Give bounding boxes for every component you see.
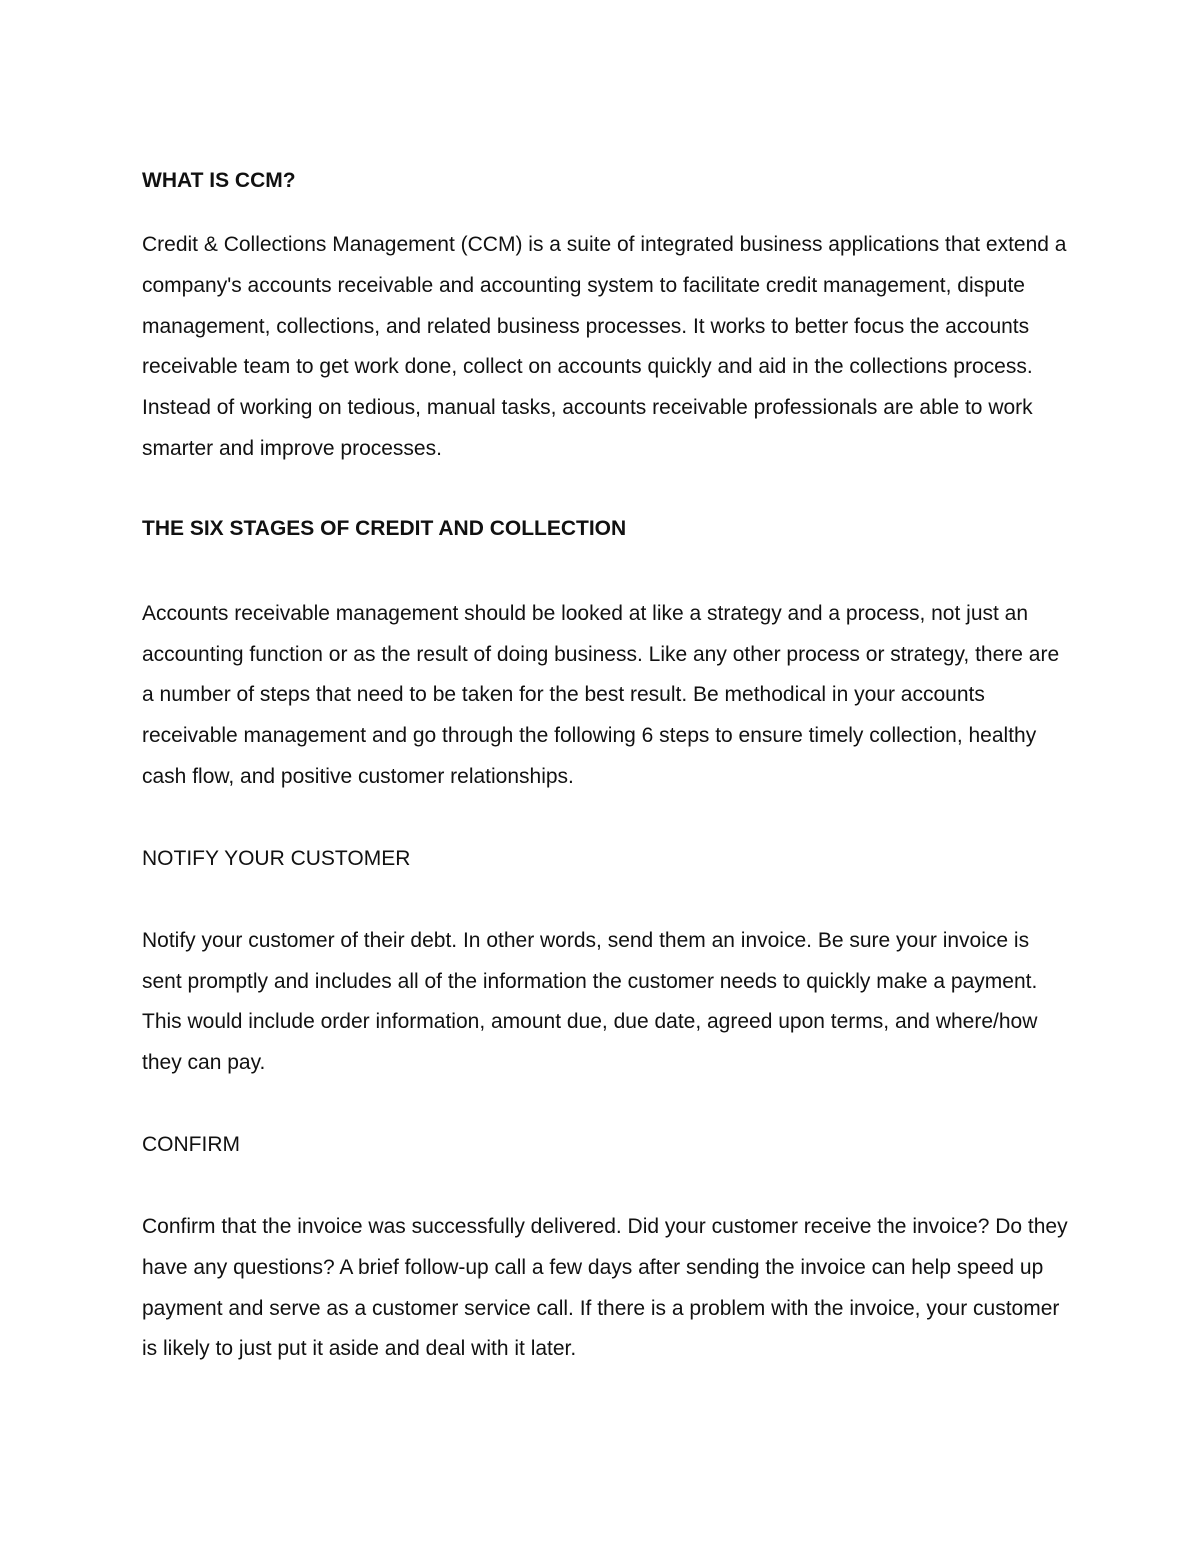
section-heading-confirm: CONFIRM [142, 1132, 240, 1156]
section-heading-six-stages: THE SIX STAGES OF CREDIT AND COLLECTION [142, 516, 627, 540]
section-paragraph-what-is-ccm: Credit & Collections Management (CCM) is a suite of integrated business applications that extend a company's accounts receivable and accounting system to facilitate credit management, dispute management, collections, and related business processes. It works to better focus the accounts receivable team to get work done, collect on accounts quickly and aid in the collections process. Instead of working on tedious, manual tasks, accounts receivable professionals are able to work smarter and improve processes. [142, 233, 1067, 460]
document-page [142, 166, 1072, 1370]
section-paragraph-notify-customer: Notify your customer of their debt. In other words, send them an invoice. Be sure your invoice is sent promptly and includes all of the information the customer needs to quickly make a payment. This would include order information, amount due, due date, agreed upon terms, and where/how they can pay. [142, 928, 1038, 1075]
section-heading-notify-customer: NOTIFY YOUR CUSTOMER [142, 846, 411, 870]
section-paragraph-confirm: Confirm that the invoice was successfully delivered. Did your customer receive the invoice? Do they have any questions? A brief follow-up call a few days after sending the invoice can help speed up payment and serve as a customer service call. If there is a problem with the invoice, your customer is likely to just put it aside and deal with it later. [142, 1214, 1068, 1361]
section-heading-what-is-ccm: WHAT IS CCM? [142, 169, 296, 192]
section-paragraph-six-stages: Accounts receivable management should be looked at like a strategy and a process, not just an accounting function or as the result of doing business. Like any other process or strategy, there are a number of steps that need to be taken for the best result. Be methodical in your accounts receivable management and go through the following 6 steps to ensure timely collection, healthy cash flow, and positive customer relationships. [142, 601, 1060, 788]
